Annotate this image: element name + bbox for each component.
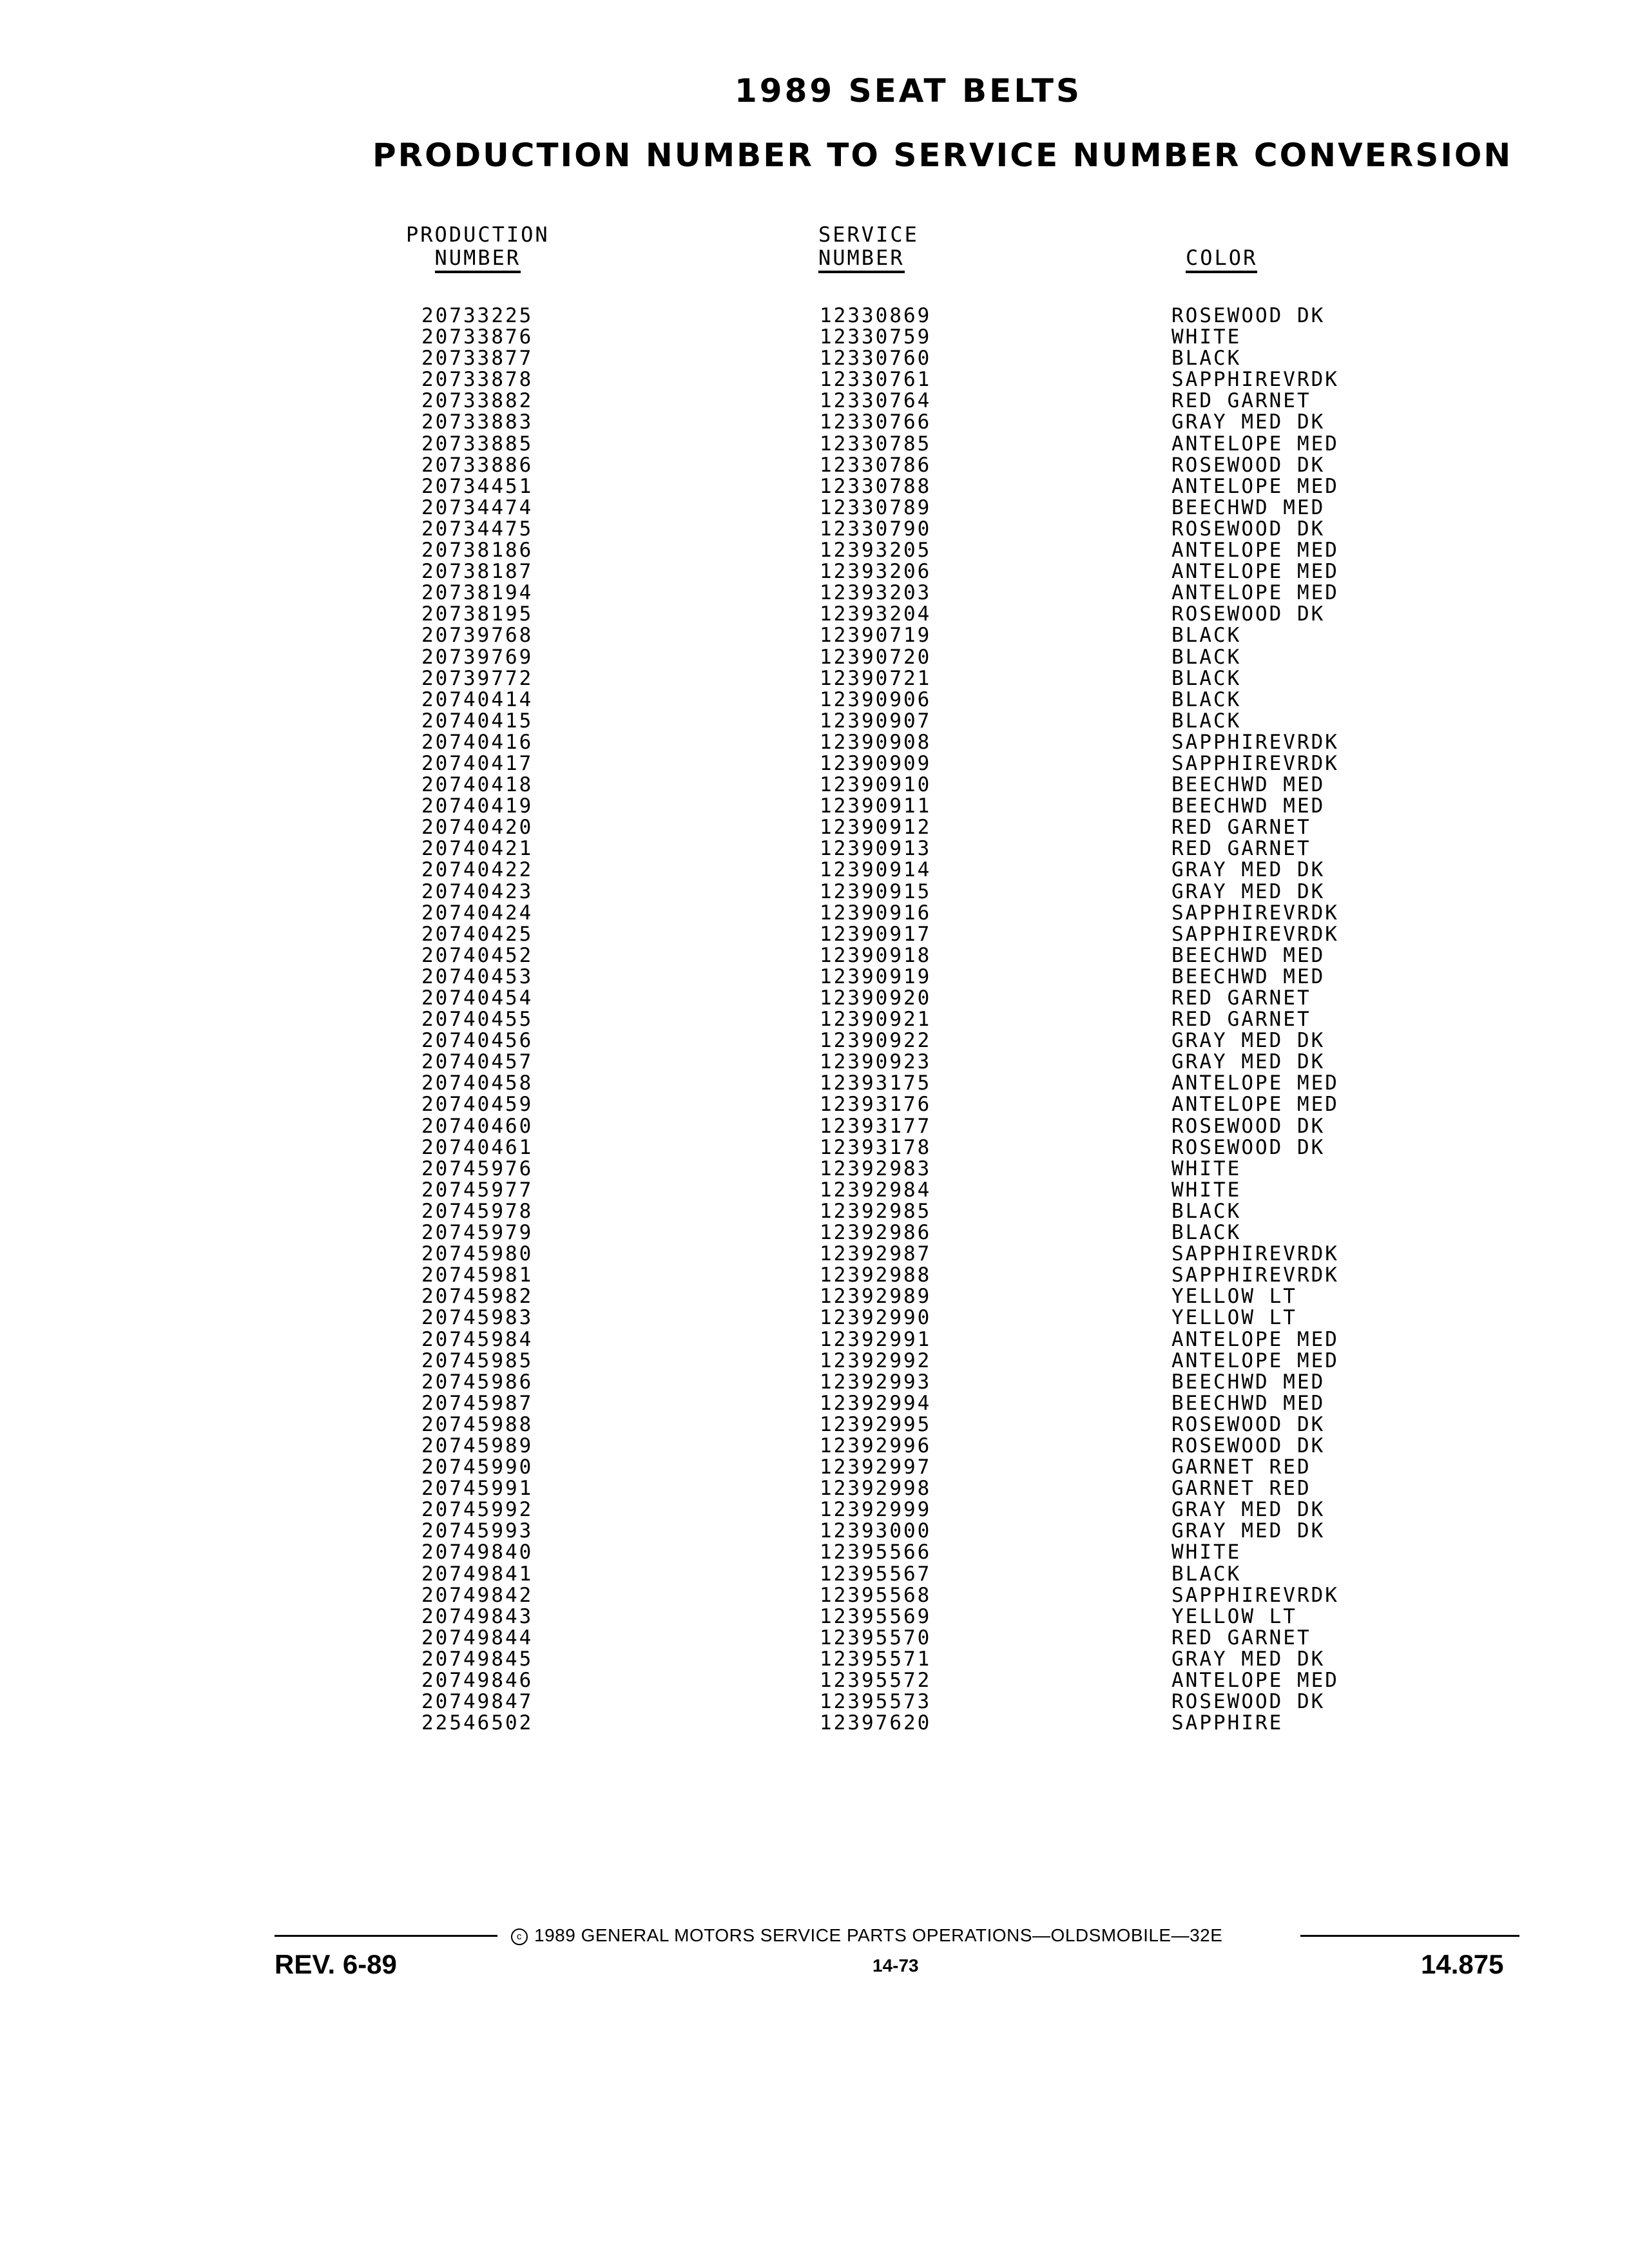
production-number: 20745984 — [421, 1327, 534, 1351]
service-number: 12392992 — [820, 1349, 932, 1372]
production-number: 20739772 — [421, 666, 534, 690]
production-number: 20734451 — [421, 474, 534, 498]
color-value: GRAY MED DK — [1171, 1029, 1325, 1053]
production-number: 20740417 — [421, 751, 534, 775]
production-number: 20745987 — [421, 1391, 534, 1415]
copyright-notice — [511, 1925, 1222, 1946]
service-number: 12390720 — [820, 645, 932, 669]
color-value: GRAY MED DK — [1171, 1519, 1325, 1543]
service-number: 12393203 — [820, 581, 932, 605]
service-number: 12393205 — [820, 539, 932, 562]
service-number: 12392993 — [820, 1370, 932, 1394]
production-number: 20740458 — [421, 1072, 534, 1095]
production-number: 20749845 — [421, 1647, 534, 1671]
service-number: 12393206 — [820, 560, 932, 584]
service-number: 12390916 — [820, 901, 932, 925]
color-value: ROSEWOOD DK — [1171, 1434, 1325, 1457]
production-number: 20740461 — [421, 1135, 534, 1159]
production-number: 20740423 — [421, 879, 534, 903]
production-number: 20745993 — [421, 1519, 534, 1543]
service-number: 12390923 — [820, 1050, 932, 1074]
production-number: 20745988 — [421, 1412, 534, 1436]
production-number: 20740421 — [421, 837, 534, 861]
color-value: SAPPHIREVRDK — [1171, 1583, 1339, 1607]
service-number: 12393000 — [820, 1519, 932, 1543]
production-number: 20740453 — [421, 965, 534, 988]
service-number: 12390920 — [820, 986, 932, 1010]
service-number: 12330788 — [820, 474, 932, 498]
service-number: 12390922 — [820, 1029, 932, 1053]
color-value: WHITE — [1171, 1541, 1242, 1564]
color-header-label: COLOR — [1186, 246, 1257, 273]
service-number: 12390721 — [820, 666, 932, 690]
service-number: 12392988 — [820, 1264, 932, 1287]
production-number: 20738186 — [421, 539, 534, 562]
service-number: 12395568 — [820, 1583, 932, 1607]
color-value: BEECHWD MED — [1171, 794, 1325, 818]
service-number: 12392984 — [820, 1178, 932, 1202]
color-value: YELLOW LT — [1171, 1285, 1297, 1309]
production-number: 20740420 — [421, 816, 534, 840]
production-number-column — [421, 305, 533, 1734]
service-number: 12390719 — [820, 624, 932, 648]
color-value: ANTELOPE MED — [1171, 474, 1339, 498]
color-value: BLACK — [1171, 1221, 1242, 1245]
production-number: 20740452 — [421, 943, 534, 967]
service-number: 12390917 — [820, 922, 932, 946]
production-number: 20740419 — [421, 794, 534, 818]
service-number: 12395569 — [820, 1604, 932, 1628]
production-number: 20745976 — [421, 1157, 534, 1180]
color-value: RED GARNET — [1171, 1008, 1311, 1032]
service-number: 12390911 — [820, 794, 932, 818]
production-number: 20749844 — [421, 1626, 534, 1649]
color-value: BLACK — [1171, 666, 1242, 690]
service-number: 12330760 — [820, 347, 932, 370]
service-header-line2: NUMBER — [818, 246, 905, 273]
color-value: BEECHWD MED — [1171, 495, 1325, 519]
revision-date: REV. 6-89 — [275, 1949, 397, 1979]
production-number: 20740460 — [421, 1114, 534, 1138]
production-number: 20733878 — [421, 368, 534, 392]
color-value: SAPPHIREVRDK — [1171, 1264, 1339, 1287]
color-value: BEECHWD MED — [1171, 1391, 1325, 1415]
production-number: 20745982 — [421, 1285, 534, 1309]
copyright-text: 1989 GENERAL MOTORS SERVICE PARTS OPERATIONS—OLDSMOBILE—32E — [534, 1925, 1223, 1945]
service-header-line1: SERVICE — [818, 222, 919, 247]
service-number: 12392985 — [820, 1199, 932, 1223]
color-value: BEECHWD MED — [1171, 773, 1325, 797]
production-number: 20749842 — [421, 1583, 534, 1607]
service-number: 12390909 — [820, 751, 932, 775]
color-value: YELLOW LT — [1171, 1306, 1297, 1330]
color-value: SAPPHIREVRDK — [1171, 922, 1339, 946]
page-subtitle: PRODUCTION NUMBER TO SERVICE NUMBER CONVERSION — [372, 137, 1513, 174]
production-number: 22546502 — [421, 1711, 534, 1735]
service-number: 12330764 — [820, 389, 932, 413]
color-value: ANTELOPE MED — [1171, 539, 1339, 562]
color-value: ROSEWOOD DK — [1171, 453, 1325, 477]
service-number: 12393175 — [820, 1072, 932, 1095]
color-value: ANTELOPE MED — [1171, 1327, 1339, 1351]
production-number: 20749843 — [421, 1604, 534, 1628]
service-number: 12330761 — [820, 368, 932, 392]
color-value: RED GARNET — [1171, 837, 1311, 861]
color-value: SAPPHIREVRDK — [1171, 1242, 1339, 1266]
service-number: 12330785 — [820, 432, 932, 456]
production-number: 20740457 — [421, 1050, 534, 1074]
service-number: 12390921 — [820, 1008, 932, 1032]
production-number: 20733877 — [421, 347, 534, 370]
service-number: 12392987 — [820, 1242, 932, 1266]
service-number: 12330766 — [820, 410, 932, 434]
color-value: ANTELOPE MED — [1171, 1093, 1339, 1117]
production-number: 20733882 — [421, 389, 534, 413]
service-number: 12392997 — [820, 1456, 932, 1479]
service-number: 12392983 — [820, 1157, 932, 1180]
color-value: SAPPHIREVRDK — [1171, 730, 1339, 754]
copyright-icon: c — [511, 1928, 528, 1945]
production-number: 20749841 — [421, 1562, 534, 1586]
service-number: 12390908 — [820, 730, 932, 754]
page-number: 14-73 — [872, 1956, 919, 1975]
color-value: SAPPHIRE — [1171, 1711, 1284, 1735]
footer-rule-right — [1300, 1935, 1519, 1937]
service-number-header — [818, 223, 919, 273]
section-number: 14.875 — [1421, 1949, 1504, 1979]
production-number: 20740459 — [421, 1093, 534, 1117]
service-number: 12390912 — [820, 816, 932, 840]
production-number: 20745980 — [421, 1242, 534, 1266]
production-number: 20745983 — [421, 1306, 534, 1330]
footer-rule-left — [275, 1935, 497, 1937]
service-number: 12392995 — [820, 1412, 932, 1436]
production-number: 20740456 — [421, 1029, 534, 1053]
production-number: 20740416 — [421, 730, 534, 754]
production-header-line2: NUMBER — [435, 246, 521, 273]
production-number: 20745979 — [421, 1221, 534, 1245]
color-value: RED GARNET — [1171, 389, 1311, 413]
color-value: ROSEWOOD DK — [1171, 602, 1325, 626]
service-number: 12392991 — [820, 1327, 932, 1351]
color-value: BLACK — [1171, 645, 1242, 669]
color-value: ANTELOPE MED — [1171, 560, 1339, 584]
production-number: 20740455 — [421, 1008, 534, 1032]
service-number: 12390914 — [820, 858, 932, 882]
color-value: RED GARNET — [1171, 816, 1311, 840]
color-value: GRAY MED DK — [1171, 1647, 1325, 1671]
color-value: BLACK — [1171, 347, 1242, 370]
service-number: 12390913 — [820, 837, 932, 861]
production-number: 20745992 — [421, 1498, 534, 1522]
color-value: BEECHWD MED — [1171, 965, 1325, 988]
color-value: BLACK — [1171, 687, 1242, 711]
color-value: RED GARNET — [1171, 1626, 1311, 1649]
service-number: 12395572 — [820, 1669, 932, 1692]
color-value: BEECHWD MED — [1171, 1370, 1325, 1394]
color-column — [1171, 305, 1339, 1734]
color-value: GRAY MED DK — [1171, 410, 1325, 434]
production-number: 20733225 — [421, 304, 534, 327]
color-value: BLACK — [1171, 1562, 1242, 1586]
service-number: 12393178 — [820, 1135, 932, 1159]
service-number: 12392999 — [820, 1498, 932, 1522]
production-number: 20733876 — [421, 325, 534, 349]
color-header — [1186, 246, 1257, 273]
page-title: 1989 SEAT BELTS — [735, 72, 1083, 110]
color-value: SAPPHIREVRDK — [1171, 901, 1339, 925]
production-number: 20734474 — [421, 495, 534, 519]
service-number: 12392998 — [820, 1477, 932, 1501]
service-number: 12330789 — [820, 495, 932, 519]
service-number: 12392986 — [820, 1221, 932, 1245]
production-number: 20733885 — [421, 432, 534, 456]
color-value: WHITE — [1171, 1178, 1242, 1202]
production-number: 20733883 — [421, 410, 534, 434]
service-number: 12390910 — [820, 773, 932, 797]
color-value: SAPPHIREVRDK — [1171, 368, 1339, 392]
color-value: ANTELOPE MED — [1171, 432, 1339, 456]
color-value: ROSEWOOD DK — [1171, 1690, 1325, 1714]
production-number: 20734475 — [421, 517, 534, 541]
service-number: 12393176 — [820, 1093, 932, 1117]
service-number: 12390915 — [820, 879, 932, 903]
color-value: GRAY MED DK — [1171, 1050, 1325, 1074]
production-number: 20745985 — [421, 1349, 534, 1372]
service-number-column — [820, 305, 931, 1734]
production-number: 20740425 — [421, 922, 534, 946]
color-value: RED GARNET — [1171, 986, 1311, 1010]
color-value: GRAY MED DK — [1171, 879, 1325, 903]
service-number: 12330869 — [820, 304, 932, 327]
color-value: BLACK — [1171, 709, 1242, 733]
production-number: 20733886 — [421, 453, 534, 477]
service-number: 12330786 — [820, 453, 932, 477]
production-number: 20745990 — [421, 1456, 534, 1479]
color-value: WHITE — [1171, 1157, 1242, 1180]
service-number: 12395571 — [820, 1647, 932, 1671]
production-number: 20749847 — [421, 1690, 534, 1714]
color-value: YELLOW LT — [1171, 1604, 1297, 1628]
production-number: 20745991 — [421, 1477, 534, 1501]
production-header-line1: PRODUCTION — [406, 222, 550, 247]
color-value: GARNET RED — [1171, 1477, 1311, 1501]
production-number: 20739769 — [421, 645, 534, 669]
color-value: BEECHWD MED — [1171, 943, 1325, 967]
service-number: 12390919 — [820, 965, 932, 988]
service-number: 12390906 — [820, 687, 932, 711]
service-number: 12395566 — [820, 1541, 932, 1564]
service-number: 12393177 — [820, 1114, 932, 1138]
production-number: 20745978 — [421, 1199, 534, 1223]
service-number: 12397620 — [820, 1711, 932, 1735]
production-number: 20749840 — [421, 1541, 534, 1564]
production-number: 20740418 — [421, 773, 534, 797]
production-number: 20739768 — [421, 624, 534, 648]
color-value: ROSEWOOD DK — [1171, 517, 1325, 541]
color-value: ROSEWOOD DK — [1171, 1114, 1325, 1138]
color-value: GRAY MED DK — [1171, 1498, 1325, 1522]
service-number: 12393204 — [820, 602, 932, 626]
color-value: WHITE — [1171, 325, 1242, 349]
service-number: 12330759 — [820, 325, 932, 349]
service-number: 12390918 — [820, 943, 932, 967]
production-number: 20738187 — [421, 560, 534, 584]
color-value: ANTELOPE MED — [1171, 581, 1339, 605]
color-value: BLACK — [1171, 624, 1242, 648]
production-number: 20745977 — [421, 1178, 534, 1202]
service-number: 12330790 — [820, 517, 932, 541]
service-number: 12392994 — [820, 1391, 932, 1415]
color-value: ROSEWOOD DK — [1171, 1135, 1325, 1159]
production-number: 20745989 — [421, 1434, 534, 1457]
production-number-header — [406, 223, 550, 273]
color-value: ROSEWOOD DK — [1171, 1412, 1325, 1436]
service-number: 12392989 — [820, 1285, 932, 1309]
service-number: 12392996 — [820, 1434, 932, 1457]
production-number: 20740414 — [421, 687, 534, 711]
color-value: BLACK — [1171, 1199, 1242, 1223]
production-number: 20740415 — [421, 709, 534, 733]
service-number: 12395573 — [820, 1690, 932, 1714]
service-number: 12392990 — [820, 1306, 932, 1330]
color-value: SAPPHIREVRDK — [1171, 751, 1339, 775]
production-number: 20745981 — [421, 1264, 534, 1287]
service-number: 12395570 — [820, 1626, 932, 1649]
color-value: ROSEWOOD DK — [1171, 304, 1325, 327]
production-number: 20745986 — [421, 1370, 534, 1394]
production-number: 20740422 — [421, 858, 534, 882]
production-number: 20738195 — [421, 602, 534, 626]
color-value: GARNET RED — [1171, 1456, 1311, 1479]
production-number: 20740454 — [421, 986, 534, 1010]
service-number: 12395567 — [820, 1562, 932, 1586]
production-number: 20749846 — [421, 1669, 534, 1692]
production-number: 20738194 — [421, 581, 534, 605]
color-value: GRAY MED DK — [1171, 858, 1325, 882]
service-number: 12390907 — [820, 709, 932, 733]
color-value: ANTELOPE MED — [1171, 1669, 1339, 1692]
production-number: 20740424 — [421, 901, 534, 925]
color-value: ANTELOPE MED — [1171, 1072, 1339, 1095]
color-value: ANTELOPE MED — [1171, 1349, 1339, 1372]
